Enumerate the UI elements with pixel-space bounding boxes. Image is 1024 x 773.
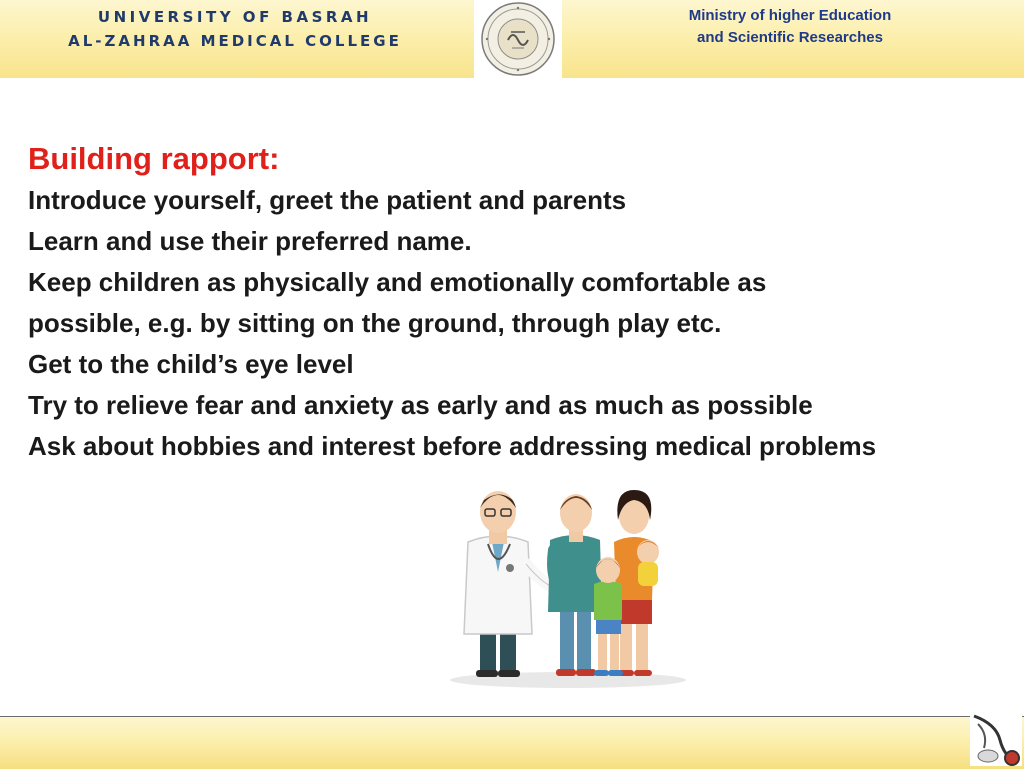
university-title [0,0,470,78]
header-band [0,0,1024,78]
ministry-line-1: Ministry of higher Education [688,7,892,24]
seal-icon [478,0,558,78]
bullet-line: possible, e.g. by sitting on the ground, through play etc. [28,308,722,338]
bullet-line: Ask about hobbies and interest before addressing medical problems [28,431,877,461]
ministry-title [600,5,980,49]
slide-heading: Building rapport: [28,141,280,176]
doctor-family-illustration [438,480,698,700]
stethoscope-icon [968,710,1024,773]
bullet-line: Learn and use their preferred name. [28,226,472,256]
bullet-line: Introduce yourself, greet the patient and parents [28,185,627,215]
bullet-list [28,180,1008,467]
footer-band [0,716,1024,769]
bullet-line: Get to the child’s eye level [28,349,354,379]
stethoscope-graphic [968,710,1024,768]
slide-content [28,138,1008,467]
doctor-greeting-family-icon [438,480,698,695]
university-name: UNIVERSITY OF BASRAH [97,8,373,26]
college-seal-logo [474,0,562,78]
college-name: AL-ZAHRAA MEDICAL COLLEGE [68,32,402,50]
bullet-line: Try to relieve fear and anxiety as early and as much as possible [28,390,813,420]
bullet-line: Keep children as physically and emotionally comfortable as [28,267,767,297]
ministry-line-2: and Scientific Researches [697,29,883,46]
